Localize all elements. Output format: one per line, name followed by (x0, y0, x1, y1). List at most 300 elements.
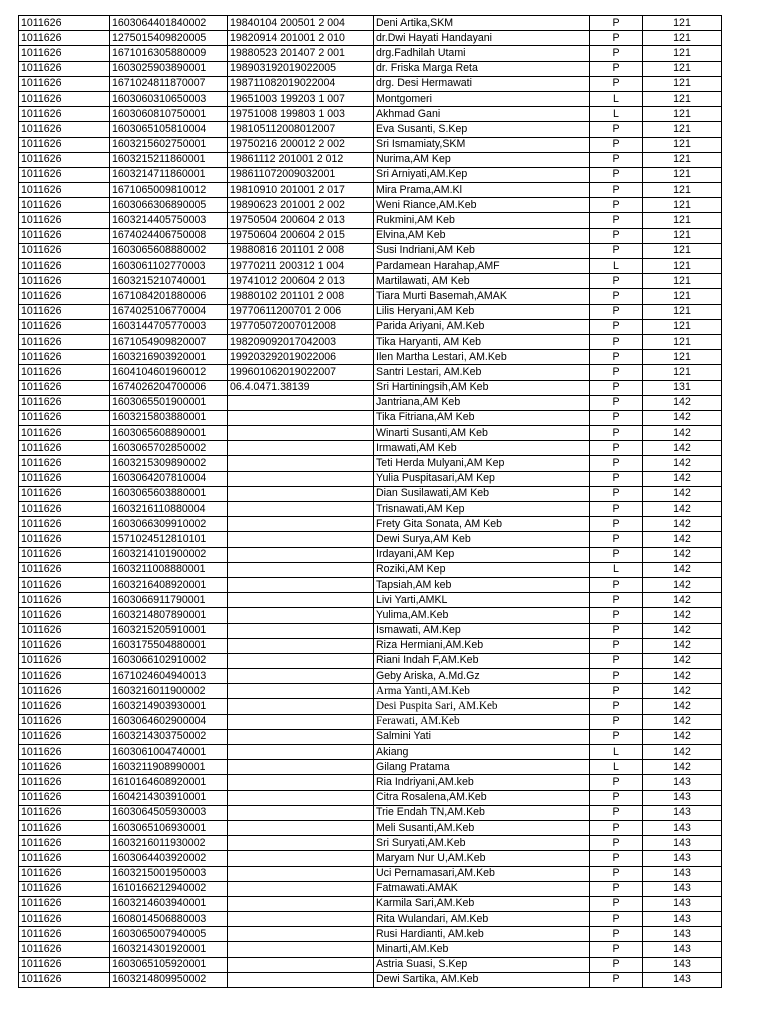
table-row (19, 289, 722, 304)
gender-cell: P (590, 699, 643, 714)
gender-cell: P (590, 137, 643, 152)
id-cell: 1603065105810004 (110, 122, 228, 137)
number-cell: 121 (643, 122, 722, 137)
name-cell: Meli Susanti,AM.Keb (374, 820, 590, 835)
number-cell: 121 (643, 167, 722, 182)
name-cell: drg. Desi Hermawati (374, 76, 590, 91)
code-cell: 1011626 (19, 395, 110, 410)
name-cell: Dian Susilawati,AM Keb (374, 486, 590, 501)
nip-cell: 19751008 199803 1 003 (228, 107, 374, 122)
table-row (19, 274, 722, 289)
code-cell: 1011626 (19, 410, 110, 425)
name-cell: Roziki,AM Kep (374, 562, 590, 577)
number-cell: 121 (643, 350, 722, 365)
id-cell: 1604104601960012 (110, 365, 228, 380)
table-row (19, 532, 722, 547)
nip-cell (228, 547, 374, 562)
table-row (19, 957, 722, 972)
number-cell: 142 (643, 593, 722, 608)
nip-cell (228, 441, 374, 456)
gender-cell: P (590, 152, 643, 167)
number-cell: 121 (643, 334, 722, 349)
staff-table (18, 15, 722, 988)
number-cell: 121 (643, 198, 722, 213)
nip-cell (228, 866, 374, 881)
code-cell: 1011626 (19, 623, 110, 638)
nip-cell: 06.4.0471.38139 (228, 380, 374, 395)
number-cell: 142 (643, 441, 722, 456)
nip-cell (228, 714, 374, 729)
table-row (19, 350, 722, 365)
table-row (19, 836, 722, 851)
nip-cell (228, 836, 374, 851)
code-cell: 1011626 (19, 471, 110, 486)
table-row (19, 517, 722, 532)
code-cell: 1011626 (19, 213, 110, 228)
id-cell: 1603065501900001 (110, 395, 228, 410)
code-cell: 1011626 (19, 927, 110, 942)
code-cell: 1011626 (19, 881, 110, 896)
table-row (19, 593, 722, 608)
nip-cell: 19880523 201407 2 001 (228, 46, 374, 61)
id-cell: 1603066911790001 (110, 593, 228, 608)
code-cell: 1011626 (19, 122, 110, 137)
nip-cell: 19770211 200312 1 004 (228, 259, 374, 274)
nip-cell (228, 608, 374, 623)
name-cell: Citra Rosalena,AM.Keb (374, 790, 590, 805)
code-cell: 1011626 (19, 896, 110, 911)
table-row (19, 441, 722, 456)
code-cell: 1011626 (19, 350, 110, 365)
gender-cell: P (590, 471, 643, 486)
table-row (19, 16, 722, 31)
name-cell: Sri Arniyati,AM.Kep (374, 167, 590, 182)
id-cell: 1608014506880003 (110, 912, 228, 927)
number-cell: 121 (643, 16, 722, 31)
number-cell: 142 (643, 562, 722, 577)
gender-cell: P (590, 714, 643, 729)
gender-cell: P (590, 593, 643, 608)
gender-cell: P (590, 729, 643, 744)
id-cell: 1603065105920001 (110, 957, 228, 972)
id-cell: 1603216110880004 (110, 502, 228, 517)
gender-cell: P (590, 927, 643, 942)
code-cell: 1011626 (19, 486, 110, 501)
gender-cell: P (590, 972, 643, 987)
gender-cell: P (590, 547, 643, 562)
id-cell: 1603214807890001 (110, 608, 228, 623)
gender-cell: P (590, 167, 643, 182)
name-cell: Parida Ariyani, AM.Keb (374, 319, 590, 334)
nip-cell (228, 942, 374, 957)
id-cell: 1603061102770003 (110, 259, 228, 274)
code-cell: 1011626 (19, 593, 110, 608)
code-cell: 1011626 (19, 107, 110, 122)
table-row (19, 259, 722, 274)
name-cell: Nurima,AM Kep (374, 152, 590, 167)
gender-cell: P (590, 775, 643, 790)
nip-cell (228, 593, 374, 608)
table-row (19, 866, 722, 881)
name-cell: Fatmawati.AMAK (374, 881, 590, 896)
name-cell: Trie Endah TN,AM.Keb (374, 805, 590, 820)
name-cell: Desi Puspita Sari, AM.Keb (374, 699, 590, 714)
gender-cell: P (590, 669, 643, 684)
id-cell: 1603215210740001 (110, 274, 228, 289)
id-cell: 1603065007940005 (110, 927, 228, 942)
number-cell: 143 (643, 790, 722, 805)
name-cell: Riani Indah F,AM.Keb (374, 653, 590, 668)
gender-cell: P (590, 836, 643, 851)
id-cell: 1671024604940013 (110, 669, 228, 684)
nip-cell: 199601062019022007 (228, 365, 374, 380)
gender-cell: L (590, 91, 643, 106)
id-cell: 1604214303910001 (110, 790, 228, 805)
id-cell: 1671054909820007 (110, 334, 228, 349)
table-row (19, 775, 722, 790)
number-cell: 142 (643, 426, 722, 441)
number-cell: 142 (643, 623, 722, 638)
number-cell: 142 (643, 684, 722, 699)
id-cell: 1603064401840002 (110, 16, 228, 31)
code-cell: 1011626 (19, 380, 110, 395)
code-cell: 1011626 (19, 304, 110, 319)
nip-cell: 199203292019022006 (228, 350, 374, 365)
name-cell: Akiang (374, 745, 590, 760)
nip-cell (228, 669, 374, 684)
name-cell: Karmila Sari,AM.Keb (374, 896, 590, 911)
nip-cell (228, 957, 374, 972)
table-row (19, 562, 722, 577)
number-cell: 142 (643, 486, 722, 501)
nip-cell: 19750604 200604 2 015 (228, 228, 374, 243)
table-row (19, 729, 722, 744)
table-row (19, 167, 722, 182)
id-cell: 1603214903930001 (110, 699, 228, 714)
name-cell: Sri Suryati,AM.Keb (374, 836, 590, 851)
id-cell: 1603061004740001 (110, 745, 228, 760)
name-cell: Santri Lestari, AM.Keb (374, 365, 590, 380)
name-cell: Yulima,AM.Keb (374, 608, 590, 623)
number-cell: 142 (643, 577, 722, 592)
code-cell: 1011626 (19, 61, 110, 76)
code-cell: 1011626 (19, 805, 110, 820)
table-row (19, 881, 722, 896)
code-cell: 1011626 (19, 532, 110, 547)
nip-cell: 198611072009032001 (228, 167, 374, 182)
code-cell: 1011626 (19, 775, 110, 790)
gender-cell: L (590, 745, 643, 760)
number-cell: 121 (643, 152, 722, 167)
id-cell: 1603215211860001 (110, 152, 228, 167)
nip-cell (228, 775, 374, 790)
number-cell: 121 (643, 228, 722, 243)
nip-cell (228, 486, 374, 501)
number-cell: 142 (643, 471, 722, 486)
number-cell: 143 (643, 851, 722, 866)
name-cell: Tika Haryanti, AM Keb (374, 334, 590, 349)
number-cell: 142 (643, 410, 722, 425)
table-row (19, 426, 722, 441)
table-row (19, 471, 722, 486)
number-cell: 121 (643, 76, 722, 91)
number-cell: 121 (643, 61, 722, 76)
code-cell: 1011626 (19, 669, 110, 684)
nip-cell: 19820914 201001 2 010 (228, 31, 374, 46)
code-cell: 1011626 (19, 699, 110, 714)
code-cell: 1011626 (19, 183, 110, 198)
name-cell: Gilang Pratama (374, 760, 590, 775)
id-cell: 1674025106770004 (110, 304, 228, 319)
name-cell: Mira Prama,AM.Kl (374, 183, 590, 198)
gender-cell: P (590, 532, 643, 547)
number-cell: 121 (643, 46, 722, 61)
code-cell: 1011626 (19, 16, 110, 31)
nip-cell: 19741012 200604 2 013 (228, 274, 374, 289)
code-cell: 1011626 (19, 729, 110, 744)
table-row (19, 380, 722, 395)
nip-cell (228, 745, 374, 760)
name-cell: Deni Artika,SKM (374, 16, 590, 31)
code-cell: 1011626 (19, 547, 110, 562)
number-cell: 121 (643, 183, 722, 198)
name-cell: Ismawati, AM.Kep (374, 623, 590, 638)
table-row (19, 896, 722, 911)
gender-cell: P (590, 16, 643, 31)
gender-cell: P (590, 228, 643, 243)
name-cell: Dewi Sartika, AM.Keb (374, 972, 590, 987)
table-row (19, 851, 722, 866)
name-cell: Tiara Murti Basemah,AMAK (374, 289, 590, 304)
number-cell: 142 (643, 729, 722, 744)
nip-cell (228, 623, 374, 638)
name-cell: Uci Pernamasari,AM.Keb (374, 866, 590, 881)
name-cell: Irmawati,AM Keb (374, 441, 590, 456)
id-cell: 1603064207810004 (110, 471, 228, 486)
table-row (19, 623, 722, 638)
gender-cell: P (590, 805, 643, 820)
number-cell: 143 (643, 927, 722, 942)
id-cell: 1603064505930003 (110, 805, 228, 820)
table-row (19, 213, 722, 228)
table-row (19, 198, 722, 213)
number-cell: 142 (643, 669, 722, 684)
gender-cell: P (590, 319, 643, 334)
code-cell: 1011626 (19, 319, 110, 334)
number-cell: 142 (643, 395, 722, 410)
id-cell: 1674026204700006 (110, 380, 228, 395)
name-cell: Riza Hermiani,AM.Keb (374, 638, 590, 653)
nip-cell (228, 502, 374, 517)
table-row (19, 183, 722, 198)
gender-cell: P (590, 684, 643, 699)
name-cell: Maryam Nur U,AM.Keb (374, 851, 590, 866)
table-row (19, 137, 722, 152)
gender-cell: P (590, 623, 643, 638)
number-cell: 121 (643, 91, 722, 106)
table-row (19, 927, 722, 942)
gender-cell: P (590, 608, 643, 623)
id-cell: 1603066102910002 (110, 653, 228, 668)
table-row (19, 410, 722, 425)
code-cell: 1011626 (19, 259, 110, 274)
name-cell: Lilis Heryani,AM Keb (374, 304, 590, 319)
id-cell: 1603066306890005 (110, 198, 228, 213)
name-cell: dr. Friska Marga Reta (374, 61, 590, 76)
number-cell: 142 (643, 532, 722, 547)
nip-cell (228, 653, 374, 668)
id-cell: 1671016305880009 (110, 46, 228, 61)
id-cell: 1603216011930002 (110, 836, 228, 851)
nip-cell: 197705072007012008 (228, 319, 374, 334)
code-cell: 1011626 (19, 334, 110, 349)
number-cell: 131 (643, 380, 722, 395)
number-cell: 143 (643, 805, 722, 820)
number-cell: 143 (643, 836, 722, 851)
nip-cell (228, 426, 374, 441)
code-cell: 1011626 (19, 365, 110, 380)
gender-cell: P (590, 198, 643, 213)
number-cell: 121 (643, 365, 722, 380)
code-cell: 1011626 (19, 820, 110, 835)
name-cell: Ilen Martha Lestari, AM.Keb (374, 350, 590, 365)
id-cell: 1603065702850002 (110, 441, 228, 456)
gender-cell: P (590, 304, 643, 319)
id-cell: 1603065603880001 (110, 486, 228, 501)
nip-cell (228, 972, 374, 987)
gender-cell: P (590, 395, 643, 410)
code-cell: 1011626 (19, 942, 110, 957)
table-row (19, 31, 722, 46)
table-row (19, 91, 722, 106)
name-cell: Elvina,AM Keb (374, 228, 590, 243)
name-cell: Arma Yanti,AM.Keb (374, 684, 590, 699)
gender-cell: P (590, 289, 643, 304)
table-row (19, 61, 722, 76)
id-cell: 1603064602900004 (110, 714, 228, 729)
number-cell: 142 (643, 714, 722, 729)
name-cell: Astria Suasi, S.Kep (374, 957, 590, 972)
id-cell: 1603175504880001 (110, 638, 228, 653)
name-cell: Winarti Susanti,AM Keb (374, 426, 590, 441)
code-cell: 1011626 (19, 274, 110, 289)
code-cell: 1011626 (19, 851, 110, 866)
number-cell: 121 (643, 137, 722, 152)
code-cell: 1011626 (19, 456, 110, 471)
gender-cell: L (590, 562, 643, 577)
nip-cell (228, 912, 374, 927)
gender-cell: P (590, 31, 643, 46)
gender-cell: P (590, 896, 643, 911)
name-cell: Eva Susanti, S.Kep (374, 122, 590, 137)
id-cell: 1671024811870007 (110, 76, 228, 91)
nip-cell (228, 927, 374, 942)
number-cell: 143 (643, 820, 722, 835)
id-cell: 1610166212940002 (110, 881, 228, 896)
name-cell: Dewi Surya,AM Keb (374, 532, 590, 547)
code-cell: 1011626 (19, 167, 110, 182)
gender-cell: P (590, 183, 643, 198)
id-cell: 1603214301920001 (110, 942, 228, 957)
nip-cell (228, 517, 374, 532)
table-row (19, 243, 722, 258)
name-cell: Akhmad Gani (374, 107, 590, 122)
table-row (19, 152, 722, 167)
table-row (19, 608, 722, 623)
nip-cell: 19840104 200501 2 004 (228, 16, 374, 31)
gender-cell: P (590, 820, 643, 835)
gender-cell: P (590, 213, 643, 228)
table-row (19, 638, 722, 653)
table-row (19, 805, 722, 820)
gender-cell: P (590, 517, 643, 532)
name-cell: Teti Herda Mulyani,AM Kep (374, 456, 590, 471)
table-row (19, 912, 722, 927)
id-cell: 1603215602750001 (110, 137, 228, 152)
nip-cell (228, 699, 374, 714)
nip-cell (228, 881, 374, 896)
nip-cell: 19890623 201001 2 002 (228, 198, 374, 213)
code-cell: 1011626 (19, 243, 110, 258)
gender-cell: P (590, 410, 643, 425)
name-cell: Ferawati, AM.Keb (374, 714, 590, 729)
id-cell: 1610164608920001 (110, 775, 228, 790)
name-cell: Sri Hartiningsih,AM Keb (374, 380, 590, 395)
name-cell: Rusi Hardianti, AM.keb (374, 927, 590, 942)
nip-cell (228, 395, 374, 410)
number-cell: 142 (643, 517, 722, 532)
nip-cell: 198711082019022004 (228, 76, 374, 91)
nip-cell: 198903192019022005 (228, 61, 374, 76)
gender-cell: P (590, 243, 643, 258)
gender-cell: P (590, 957, 643, 972)
code-cell: 1011626 (19, 866, 110, 881)
code-cell: 1011626 (19, 228, 110, 243)
code-cell: 1011626 (19, 76, 110, 91)
code-cell: 1011626 (19, 912, 110, 927)
id-cell: 1603211008880001 (110, 562, 228, 577)
id-cell: 1603060310650003 (110, 91, 228, 106)
table-row (19, 304, 722, 319)
name-cell: Geby Ariska, A.Md.Gz (374, 669, 590, 684)
name-cell: Minarti,AM.Keb (374, 942, 590, 957)
id-cell: 1603065608880002 (110, 243, 228, 258)
nip-cell (228, 410, 374, 425)
code-cell: 1011626 (19, 152, 110, 167)
id-cell: 1603216903920001 (110, 350, 228, 365)
table-row (19, 820, 722, 835)
code-cell: 1011626 (19, 91, 110, 106)
number-cell: 142 (643, 502, 722, 517)
gender-cell: P (590, 638, 643, 653)
gender-cell: P (590, 942, 643, 957)
gender-cell: P (590, 61, 643, 76)
name-cell: Susi Indriani,AM Keb (374, 243, 590, 258)
id-cell: 1275015409820005 (110, 31, 228, 46)
number-cell: 142 (643, 456, 722, 471)
table-row (19, 745, 722, 760)
code-cell: 1011626 (19, 426, 110, 441)
id-cell: 1603064403920002 (110, 851, 228, 866)
gender-cell: L (590, 259, 643, 274)
number-cell: 121 (643, 289, 722, 304)
id-cell: 1603065608890001 (110, 426, 228, 441)
gender-cell: P (590, 334, 643, 349)
nip-cell (228, 851, 374, 866)
id-cell: 1571024512810101 (110, 532, 228, 547)
name-cell: Martilawati, AM Keb (374, 274, 590, 289)
id-cell: 1603214101900002 (110, 547, 228, 562)
